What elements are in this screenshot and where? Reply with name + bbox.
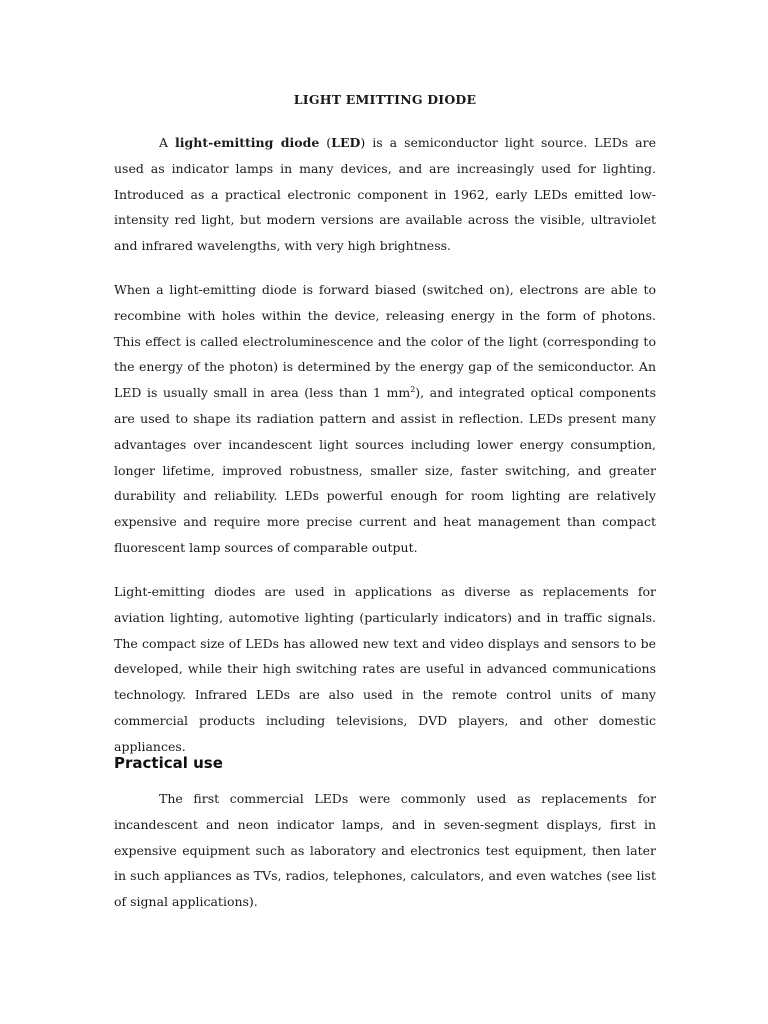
p2-after-unit: ), and integrated optical components are used to shape its radiation pattern and assist in reflection. LEDs present many advantages over incandescent light sources including lower energy consumption, longer lifetime, improved robustness, smaller size, faster switching, and greater durability and reliability. LEDs powerful enough for room lighting are relatively expensive and require more precise current and heat management than compact fluorescent lamp sources of comparable output.: [114, 385, 656, 555]
paragraph-electroluminescence: [114, 277, 656, 561]
intro-lead: A: [159, 135, 176, 150]
intro-term: light-emitting diode: [175, 135, 320, 150]
intro-rest: ) is a semiconductor light source. LEDs are used as indicator lamps in many devices, and are increasingly used for lighting. Introduced as a practical electronic component in 1962, early LEDs emitted low-intensity red light, but modern versions are available across the visible, ultraviolet and infrared wavelengths, with very high brightness.: [114, 135, 656, 254]
document-title: LIGHT EMITTING DIODE: [293, 92, 477, 107]
intro-abbr: LED: [331, 135, 361, 150]
intro-paragraph: [114, 130, 656, 259]
paragraph-practical-use: The first commercial LEDs were commonly used as replacements for incandescent and neon indicator lamps, and in seven-segment displays, first in expensive equipment such as laboratory and electronics test equipment, then later in such appliances as TVs, radios, telephones, calculators, and even watches (see list of signal applications).: [114, 791, 656, 910]
section-heading-practical-use: Practical use: [114, 754, 223, 772]
p2-superscript: 2: [410, 385, 416, 395]
intro-paren-open: (: [319, 135, 332, 150]
paragraph-applications: Light-emitting diodes are used in applications as diverse as replacements for aviation lighting, automotive lighting (particularly indicators) and in traffic signals. The compact size of LEDs has allowed new text and video displays and sensors to be developed, while their high switching rates are useful in advanced communications technology. Infrared LEDs are also used in the remote control units of many commercial products including televisions, DVD players, and other domestic appliances.: [114, 584, 656, 754]
p2-before-unit: When a light-emitting diode is forward biased (switched on), electrons are able to recombine with holes within the device, releasing energy in the form of photons. This effect is called electroluminescence and the color of the light (corresponding to the energy of the photon) is determined by the energy gap of the semiconductor. An LED is usually small in area (less than 1 mm: [114, 282, 656, 401]
